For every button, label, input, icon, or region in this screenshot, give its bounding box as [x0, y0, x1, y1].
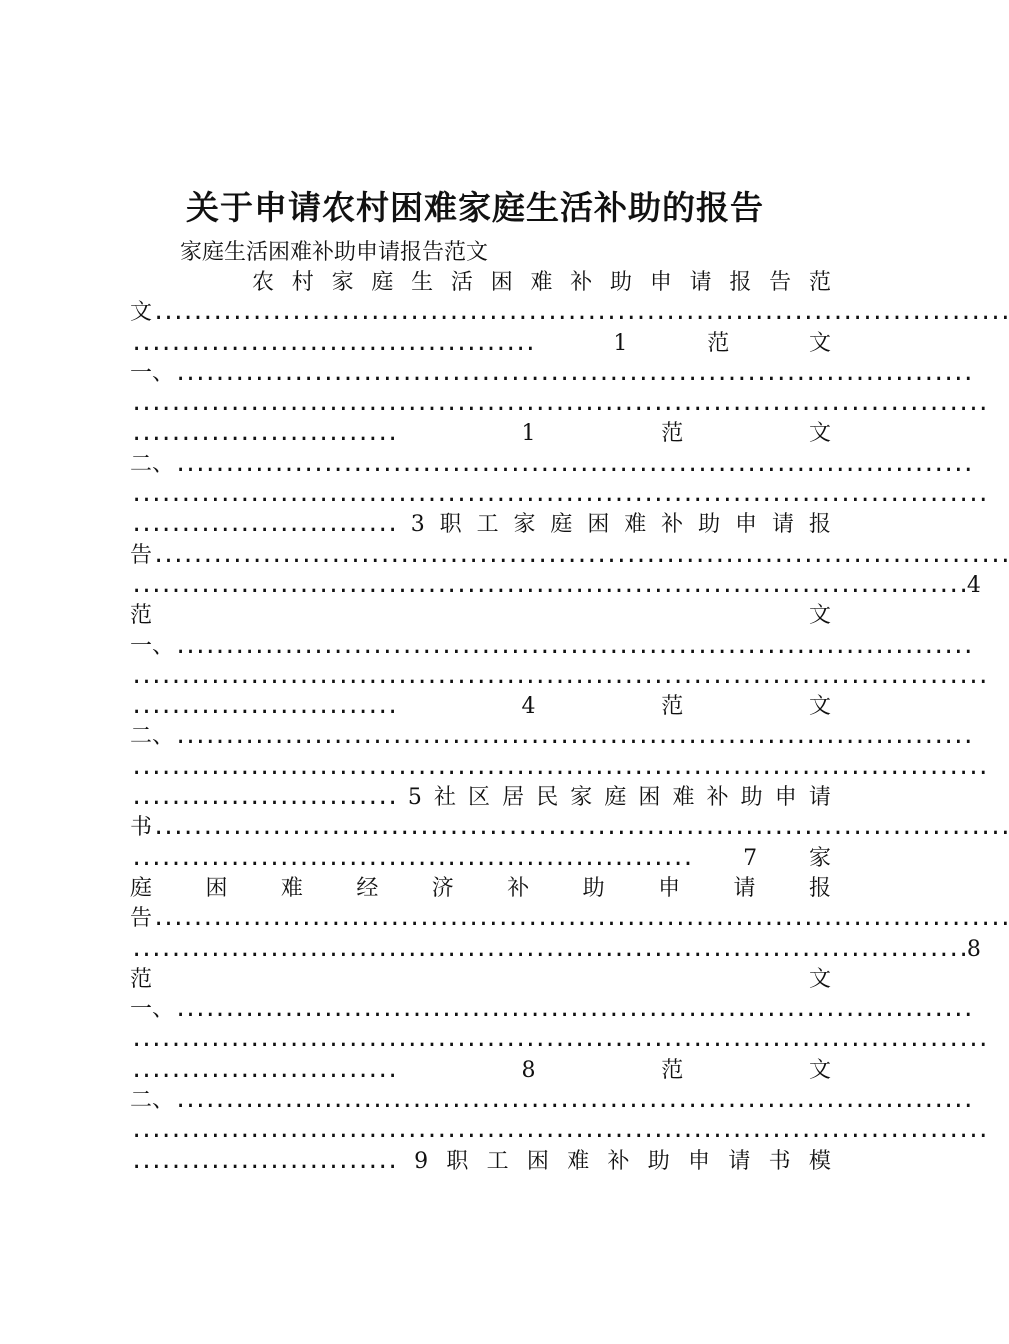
toc-line: 一 、 .................................................................................	[130, 997, 972, 1023]
toc-line: .......................................................................................	[130, 754, 987, 780]
toc-line: ......................................... 1 范 文	[130, 330, 831, 356]
toc-line: ......................................................... 7 家	[130, 845, 831, 871]
table-of-contents	[130, 268, 1009, 1177]
toc-line: 告 .......................................................................................	[130, 542, 1009, 568]
toc-line: 庭 困 难 经 济 补 助 申 请 报	[130, 875, 831, 901]
toc-line: ........................... 8 范 文	[130, 1057, 831, 1083]
toc-line: .......................................................................................	[130, 391, 987, 417]
toc-line: .......................................................................................	[130, 1118, 987, 1144]
toc-line: ........................... 9 职 工 困 难 补 助 申 请 书 模	[130, 1148, 831, 1174]
toc-line: ........................... 1 范 文	[130, 421, 831, 447]
toc-line: 二 、 .................................................................................	[130, 724, 972, 750]
toc-line: 告 .......................................................................................	[130, 906, 1009, 932]
toc-line: 一 、 .................................................................................	[130, 360, 972, 386]
toc-line: ........................... 4 范 文	[130, 694, 831, 720]
toc-line: .......................................................................................	[130, 482, 987, 508]
document-title: 关于申请农村困难家庭生活补助的报告	[186, 188, 764, 227]
toc-line: ..................................................................................... 4	[130, 572, 981, 598]
toc-line: 范 文	[130, 966, 831, 992]
toc-line: .......................................................................................	[130, 1027, 987, 1053]
toc-line: .......................................................................................	[130, 663, 987, 689]
toc-line: 二 、 .................................................................................	[130, 1088, 972, 1114]
toc-line: 农 村 家 庭 生 活 困 难 补 助 申 请 报 告 范	[252, 270, 831, 295]
toc-line: 范 文	[130, 603, 831, 629]
toc-line: ........................... 3 职 工 家 庭 困 难 补 助 申 请 报	[130, 512, 831, 538]
document-subtitle: 家庭生活困难补助申请报告范文	[180, 240, 489, 265]
toc-line: ........................... 5 社 区 居 民 家 庭 困 难 补 助 申 请	[130, 785, 831, 811]
toc-line: 文 .......................................................................................	[130, 300, 1009, 326]
toc-line: 书 .......................................................................................	[130, 815, 1009, 841]
toc-line: 二 、 .................................................................................	[130, 451, 972, 477]
toc-line: 一 、 .................................................................................	[130, 633, 972, 659]
toc-line: ..................................................................................... 8	[130, 936, 981, 962]
